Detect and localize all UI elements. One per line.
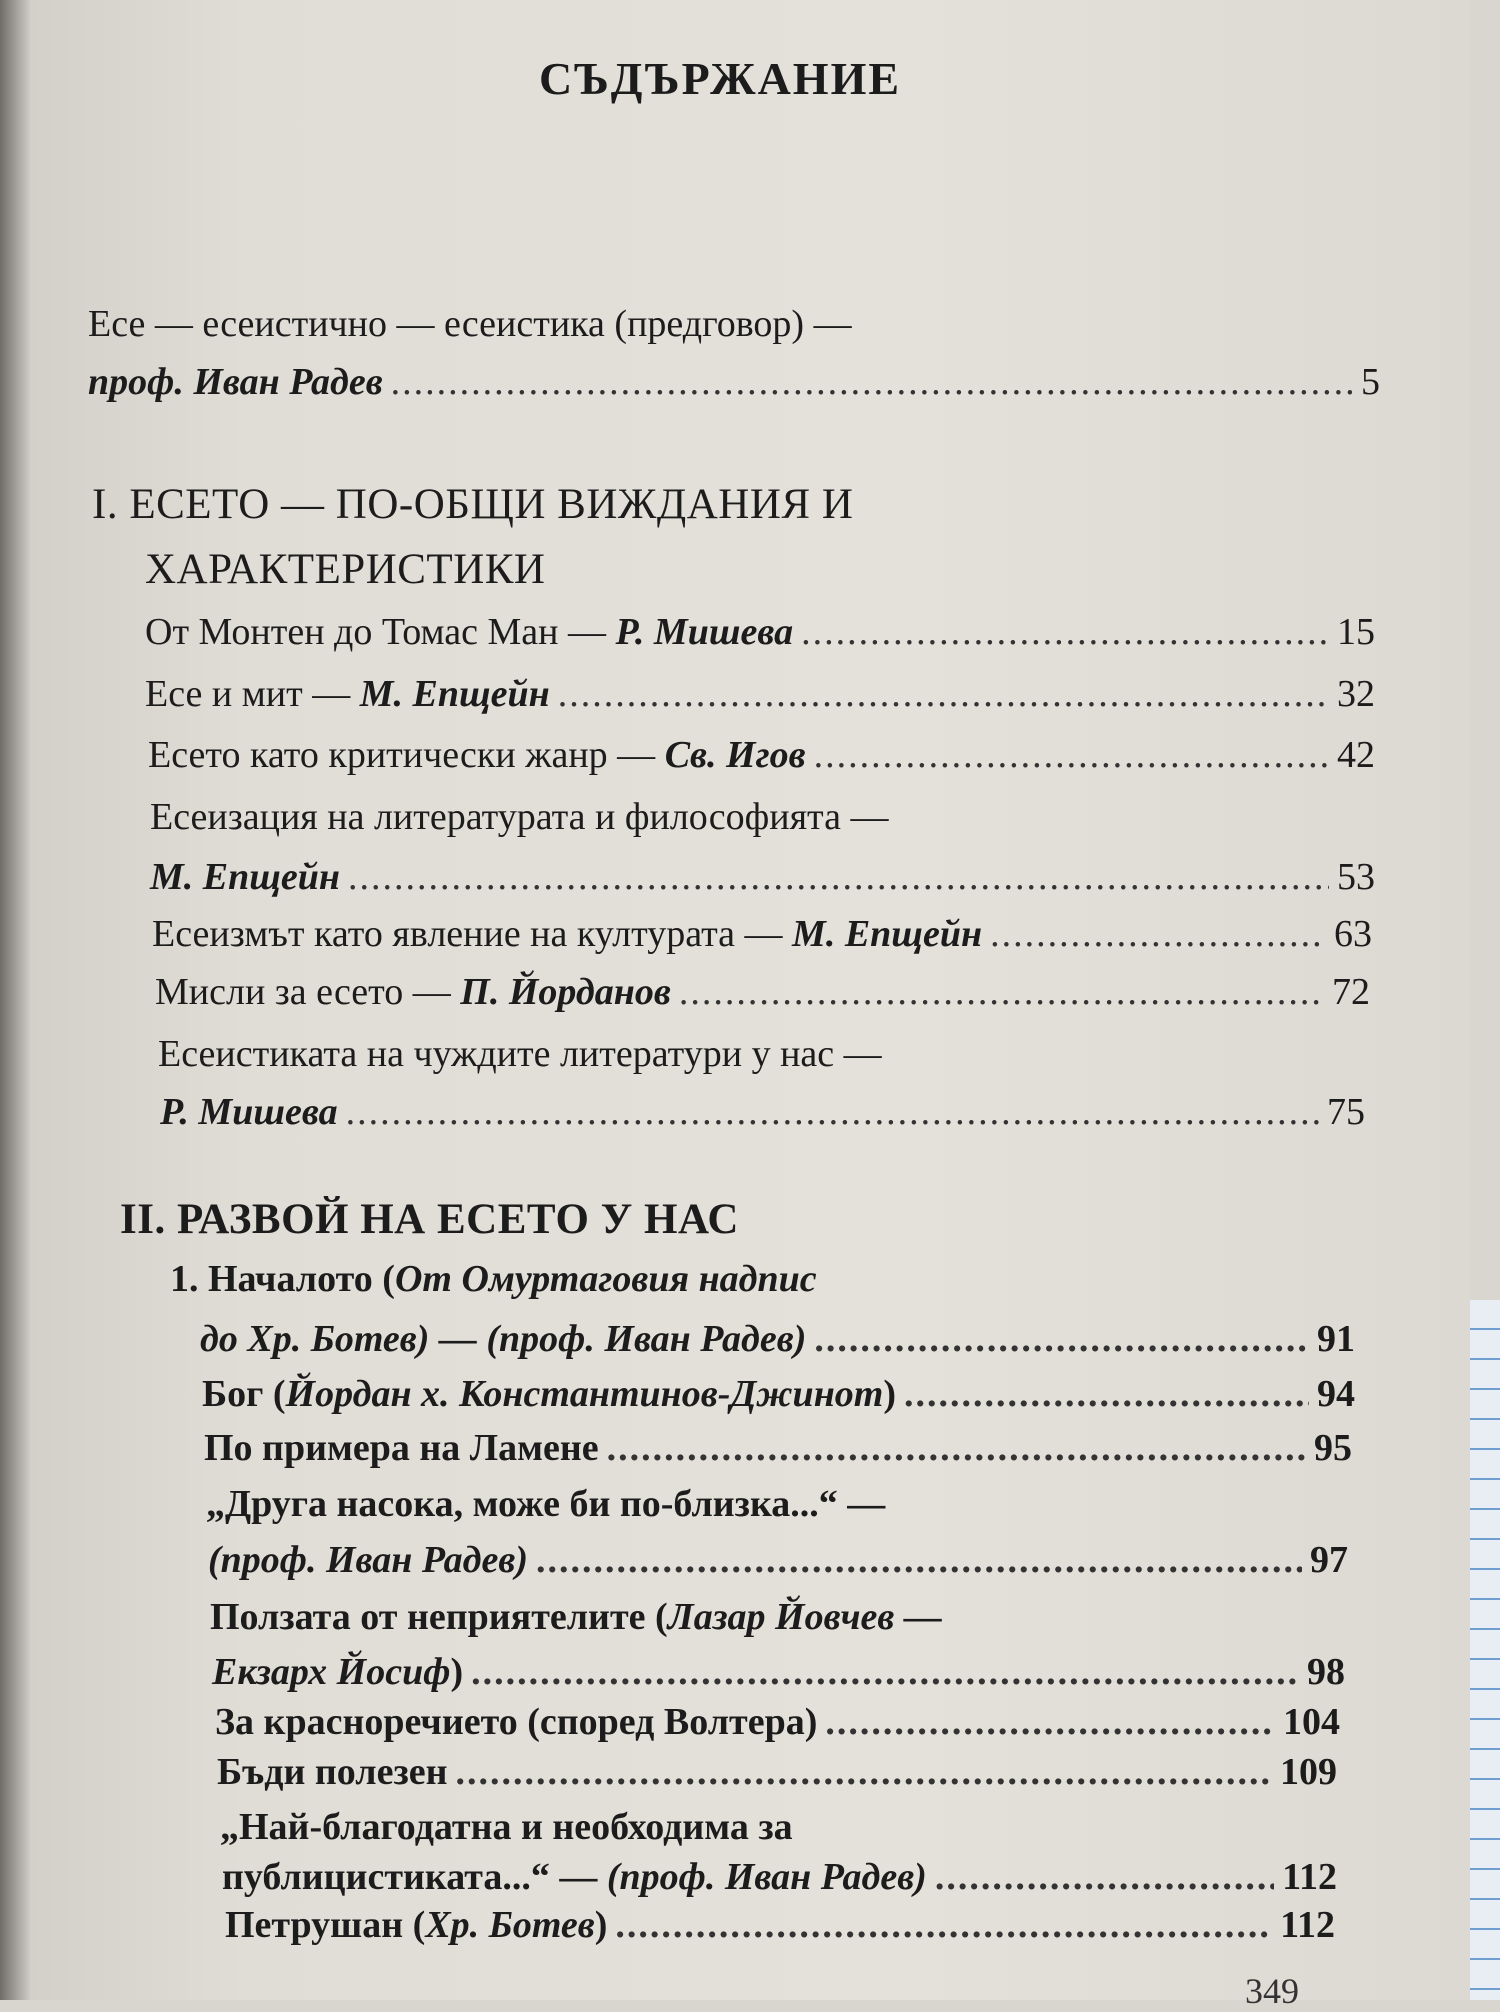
entry-title-line1: „Друга насока, може би по-близка...“ — <box>206 1483 886 1525</box>
entry-title-line1: Есеизация на литературата и философията — <box>150 796 889 838</box>
entry-page: 53 <box>1337 856 1375 898</box>
toc-entry <box>225 1903 1335 1947</box>
toc-entry <box>160 1090 1365 1134</box>
entry-page: 95 <box>1314 1427 1352 1469</box>
entry-page: 63 <box>1334 913 1372 955</box>
subsection-title <box>170 1257 817 1301</box>
entry-author: Екзарх Йосиф <box>212 1651 451 1693</box>
dot-leader <box>607 1426 1306 1470</box>
toc-entry <box>204 1426 1352 1470</box>
subsection-italic: От Омуртаговия надпис <box>394 1258 817 1300</box>
entry-page: 15 <box>1337 611 1375 653</box>
dot-leader <box>801 610 1329 654</box>
notebook-paper-edge <box>1470 1300 1500 2000</box>
toc-entry <box>200 1317 1355 1361</box>
dot-leader <box>990 912 1326 956</box>
dot-leader <box>456 1750 1272 1794</box>
preface-author: проф. Иван Радев <box>88 361 383 403</box>
section1-heading-cont: ХАРАКТЕРИСТИКИ <box>145 546 546 593</box>
entry-title-line1 <box>210 1595 942 1639</box>
entry-page: 75 <box>1327 1091 1365 1133</box>
dot-leader <box>348 855 1329 899</box>
entry-page: 72 <box>1332 971 1370 1013</box>
book-page <box>30 0 1470 2011</box>
toc-entry <box>145 672 1375 716</box>
dot-leader <box>615 1903 1272 1947</box>
entry-title: Бъди полезен <box>217 1751 448 1793</box>
entry-author: Лазар Йовчев — <box>667 1596 942 1638</box>
entry-page: 32 <box>1337 673 1375 715</box>
section1-heading: I. ЕСЕТО — ПО-ОБЩИ ВИЖДАНИЯ И <box>92 481 854 528</box>
preface-page: 5 <box>1361 361 1380 403</box>
entry-page: 91 <box>1317 1318 1355 1360</box>
dot-leader <box>814 733 1329 777</box>
entry-page: 98 <box>1307 1651 1345 1693</box>
entry-author: Р. Мишева <box>160 1091 338 1133</box>
entry-author: (проф. Иван Радев) <box>606 1856 927 1898</box>
book-spine-shadow <box>0 0 30 2000</box>
entry-title: до Хр. Ботев) — (проф. Иван Радев) <box>200 1318 807 1360</box>
entry-author: П. Йорданов <box>460 971 671 1013</box>
dot-leader <box>904 1372 1309 1416</box>
entry-title: Есе и мит — <box>145 673 360 715</box>
entry-title-line1: „Най-благодатна и необходима за <box>220 1806 793 1848</box>
entry-title: От Монтен до Томас Ман — <box>145 611 616 653</box>
toc-entry <box>152 912 1372 956</box>
entry-page: 104 <box>1283 1701 1340 1743</box>
entry-title: По примера на Ламене <box>204 1427 599 1469</box>
entry-title: За красноречието (според Волтера) <box>215 1701 818 1743</box>
entry-author: М. Епщейн <box>359 673 550 715</box>
entry-title: Петрушан ( <box>225 1904 426 1946</box>
dot-leader <box>391 360 1353 404</box>
page-title: СЪДЪРЖАНИЕ <box>538 53 902 104</box>
preface-line1: Есе — есеистично — есеистика (предговор) — <box>88 303 852 345</box>
toc-entry <box>215 1700 1340 1744</box>
dot-leader <box>346 1090 1319 1134</box>
toc-entry <box>212 1650 1345 1694</box>
entry-close: ) <box>594 1904 608 1946</box>
dot-leader <box>558 672 1329 716</box>
toc-entry <box>222 1855 1337 1899</box>
toc-entry <box>217 1750 1337 1794</box>
section2-heading: II. РАЗВОЙ НА ЕСЕТО У НАС <box>120 1196 739 1243</box>
subsection-prefix: 1. Началото ( <box>170 1258 395 1300</box>
toc-entry <box>208 1538 1348 1582</box>
toc-entry <box>145 610 1375 654</box>
dot-leader <box>679 970 1324 1014</box>
entry-page: 42 <box>1337 734 1375 776</box>
toc-entry <box>148 733 1375 777</box>
toc-entry <box>155 970 1370 1014</box>
entry-title: Бог ( <box>202 1373 286 1415</box>
entry-page: 109 <box>1280 1751 1337 1793</box>
entry-page: 112 <box>1282 1856 1337 1898</box>
preface-entry <box>88 360 1380 404</box>
entry-page: 112 <box>1280 1904 1335 1946</box>
entry-title: Есеизмът като явление на културата — <box>152 913 793 955</box>
dot-leader <box>935 1855 1274 1899</box>
entry-title: Ползата от неприятелите ( <box>210 1596 668 1638</box>
entry-author: Св. Игов <box>664 734 806 776</box>
entry-close: ) <box>883 1373 896 1415</box>
entry-author: М. Епщейн <box>150 856 341 898</box>
entry-close: ) <box>450 1651 464 1693</box>
entry-author: Р. Мишева <box>615 611 794 653</box>
toc-entry <box>202 1372 1355 1416</box>
dot-leader <box>825 1700 1275 1744</box>
entry-title-line1: Есеистиката на чуждите литератури у нас — <box>158 1033 882 1075</box>
entry-author: М. Епщейн <box>792 913 983 955</box>
dot-leader <box>471 1650 1299 1694</box>
toc-entry <box>150 855 1375 899</box>
entry-page: 94 <box>1317 1373 1355 1415</box>
entry-page: 97 <box>1310 1539 1348 1581</box>
entry-author: Йордан х. Константинов-Джинот <box>285 1373 884 1415</box>
dot-leader <box>814 1317 1309 1361</box>
entry-title: Есето като критически жанр — <box>148 734 665 776</box>
entry-title: Мисли за есето — <box>155 971 461 1013</box>
entry-author: (проф. Иван Радев) <box>208 1539 528 1581</box>
entry-title: публицистиката...“ — <box>222 1856 607 1898</box>
page-number: 349 <box>1245 1971 1299 2011</box>
dot-leader <box>536 1538 1302 1582</box>
entry-author: Хр. Ботев <box>425 1904 595 1946</box>
